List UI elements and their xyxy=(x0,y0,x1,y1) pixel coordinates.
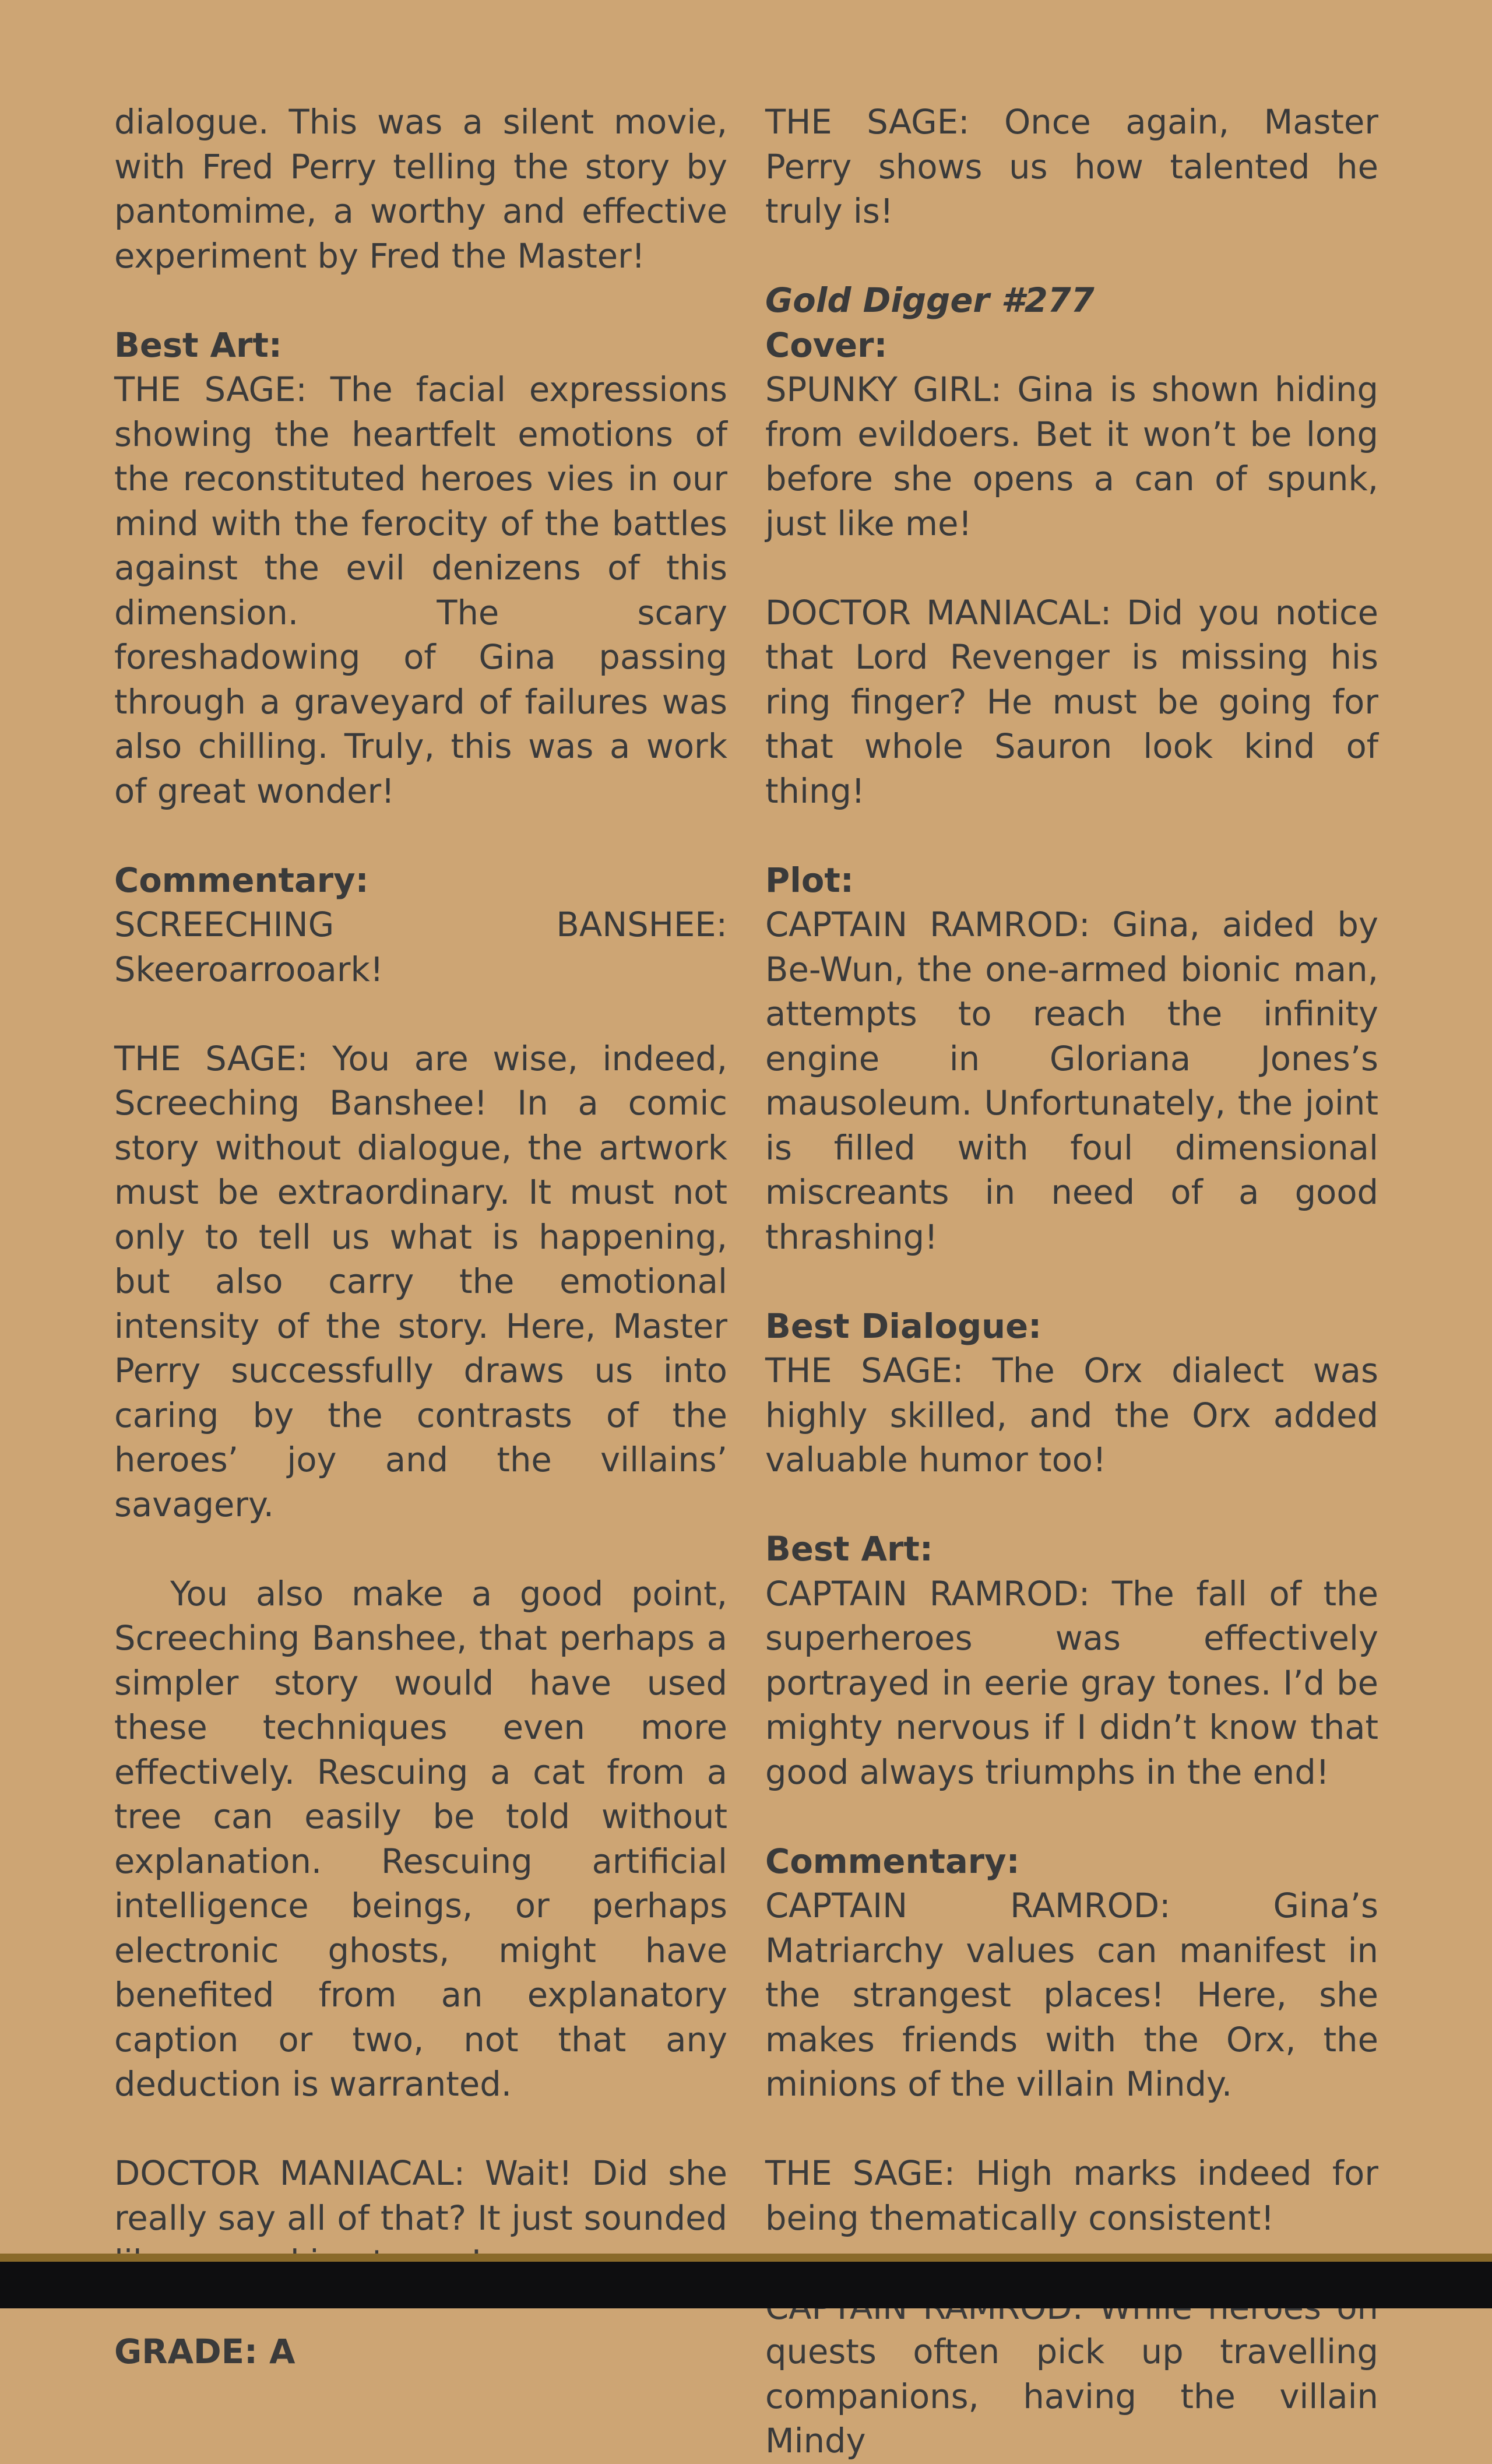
best-art-text: CAPTAIN RAMROD: The fall of the superheroes was effectively portrayed in eerie gray tones. I’d be mighty nervous if I didn’t know that good always triumphs in the end! xyxy=(765,1574,1378,1792)
sage-intro-paragraph: THE SAGE: Once again, Master Perry shows us how talented he truly is! xyxy=(765,103,1378,231)
sage-paragraph: THE SAGE: You are wise, indeed, Screeching Banshee! In a comic story without dialogue, the artwork must be extraordinary. It must not only to tell us what is happening, but also carry the emotional intensity of the story. Here, Master Perry successfully draws us into caring by the contrasts of the heroes’ joy and the villains’ savagery. xyxy=(114,1039,727,1524)
best-art-section xyxy=(765,1527,1378,1795)
cover-heading: Cover: xyxy=(765,325,888,365)
sage-paragraph: THE SAGE: High marks indeed for being thematically consistent! xyxy=(765,2154,1378,2238)
best-art-section xyxy=(114,324,727,814)
best-art-heading: Best Art: xyxy=(114,325,282,365)
best-art-text: THE SAGE: The facial expressions showing the heartfelt emotions of the reconstituted heroes vies in our mind with the ferocity of the battles against the evil denizens of this dimension. The scary foreshadowing of Gina passing through a graveyard of failures was also chilling. Truly, this was a work of great wonder! xyxy=(114,370,727,811)
right-column xyxy=(765,100,1378,2464)
commentary-text: CAPTAIN RAMROD: Gina’s Matriarchy values can manifest in the strangest places! Here, she makes friends with the Orx, the minions of the villain Mindy. xyxy=(765,1886,1378,2104)
also-paragraph: You also make a good point, Screeching Banshee, that perhaps a simpler story would have used these techniques even more effectively. Rescuing a cat from a tree can easily be told without explanation. Rescuing artificial intelligence beings, or perhaps electronic ghosts, might have benefited from an explanatory caption or two, not that any deduction is warranted. xyxy=(114,1574,727,2104)
left-column xyxy=(114,100,727,2375)
issue-title: Gold Digger #277 xyxy=(765,281,1095,320)
grade-heading: GRADE: A xyxy=(114,2332,295,2371)
footer-bar xyxy=(0,2262,1492,2308)
plot-section xyxy=(765,859,1378,1260)
cover-text: SPUNKY GIRL: Gina is shown hiding from evildoers. Bet it won’t be long before she opens a can of spunk, just like me! xyxy=(765,370,1378,543)
commentary-text: SCREECHING BANSHEE: Skeeroarrooark! xyxy=(114,905,727,989)
plot-text: CAPTAIN RAMROD: Gina, aided by Be-Wun, the one-armed bionic man, attempts to reach the infinity engine in Gloriana Jones’s mausoleum. Unfortunately, the joint is filled with foul dimensional miscreants in need of a good thrashing! xyxy=(765,905,1378,1257)
doctor-paragraph: DOCTOR MANIACAL: Did you notice that Lord Revenger is missing his ring finger? He must be going for that whole Sauron look kind of thing! xyxy=(765,593,1378,811)
best-art-heading: Best Art: xyxy=(765,1530,933,1569)
grade-section xyxy=(114,2330,727,2375)
doctor-paragraph: DOCTOR MANIACAL: Wait! Did she really say all of that? It just sounded xyxy=(114,2154,727,2238)
plot-heading: Plot: xyxy=(765,860,854,900)
cover-section xyxy=(765,279,1378,546)
best-dialogue-text: THE SAGE: The Orx dialect was highly skilled, and the Orx added valuable humor too! xyxy=(765,1351,1378,1479)
best-dialogue-heading: Best Dialogue: xyxy=(765,1306,1042,1346)
commentary-heading: Commentary: xyxy=(765,1841,1020,1881)
best-dialogue-section xyxy=(765,1305,1378,1483)
ramrod-paragraph: quests often pick up travelling companions, having the villain Mindy xyxy=(765,2332,1378,2461)
commentary-heading: Commentary: xyxy=(114,860,369,900)
commentary-section xyxy=(765,1840,1378,2107)
commentary-section xyxy=(114,859,727,993)
intro-paragraph: dialogue. This was a silent movie, with Fred Perry telling the story by pantomime, a worthy and effective experiment by Fred the Master! xyxy=(114,103,727,276)
footer-divider xyxy=(0,2254,1492,2262)
